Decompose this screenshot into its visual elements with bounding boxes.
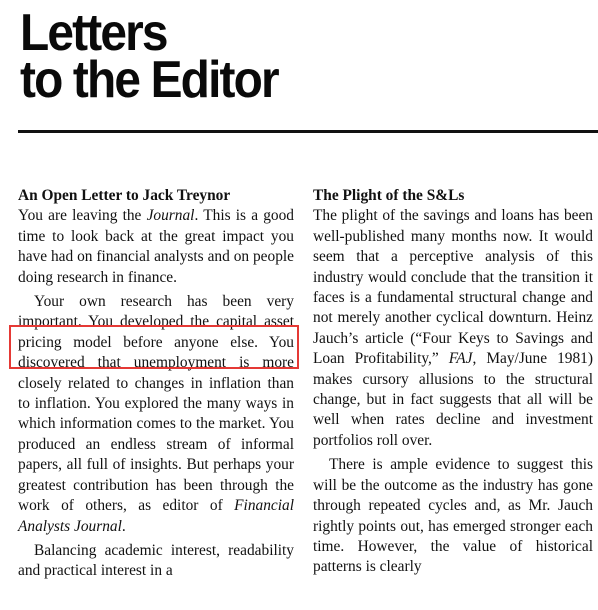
letter-paragraph-1 <box>313 206 593 451</box>
text-run: You are leaving the <box>18 207 147 225</box>
journal-italic: Journal <box>146 207 195 225</box>
masthead-line-2: to the Editor <box>20 51 278 109</box>
masthead-line-1: Letters <box>20 4 167 62</box>
faj-italic: FAJ <box>448 350 473 368</box>
masthead-title <box>20 4 278 109</box>
text-run: The plight of the savings and loans has been well-published many months now. It would seem that a perceptive analysis of this industry would conclude that the transition it faces is a fundamental structural change and not merely another cyclical downturn. Heinz Jauch’s article (“Four Keys to Savings and Loan Profitability,” <box>313 207 593 368</box>
text-run: , May/June 1981) makes cursory allusions to the structural change, but in fact suggests that all will be well when rates decline and investment portfolios roll over. <box>313 350 593 449</box>
letter-heading: An Open Letter to Jack Treynor <box>18 187 231 204</box>
text-run: Your own research has been very important. You developed the capital asset pricing model before anyone else. You discovered that unemployment is more closely related to changes in inflation than to inflation. You explored the many ways in which information comes to the market. You produced an endless stream of informal papers, all full of insights. But perhaps your greatest contribution has been through the work of others, as editor of <box>18 293 294 515</box>
letter-treynor <box>18 186 294 582</box>
letter-savings-loans <box>313 186 593 578</box>
letter-paragraph-3: Balancing academic interest, readability and practical interest in a <box>18 541 294 580</box>
header-rule <box>18 130 598 133</box>
text-run: . <box>121 517 126 535</box>
letter-paragraph-2: There is ample evidence to suggest this will be the outcome as the industry has gone through repeated cycles and, as Mr. Jauch rightly points out, has emerged stronger each time. However, the value of historical patterns is clearly <box>313 456 593 576</box>
letter-paragraph-1 <box>18 206 294 288</box>
letter-heading: The Plight of the S&Ls <box>313 187 465 204</box>
text-run: . This is a good time to look back at the great impact you have had on financial analysts and on people doing research in finance. <box>18 207 294 286</box>
journal-italic: Financial Analysts Journal <box>18 497 294 535</box>
highlight-box <box>9 325 299 369</box>
